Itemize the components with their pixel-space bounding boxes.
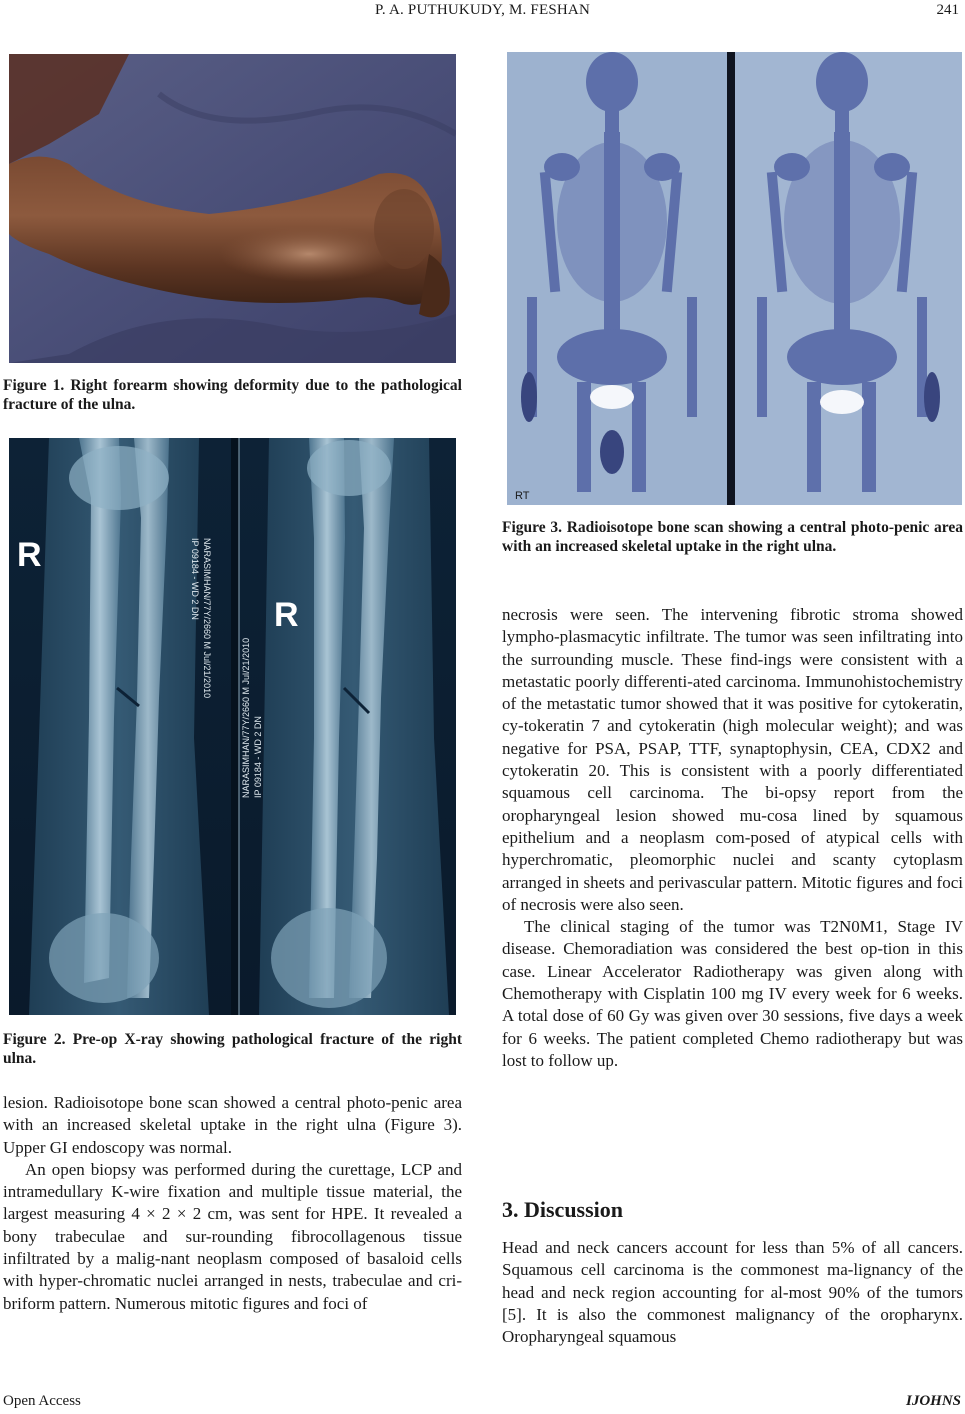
page-header xyxy=(0,0,965,26)
figure-2-xray xyxy=(9,438,456,1015)
figure-2-caption: Figure 2. Pre-op X-ray showing pathological fracture of the right ulna. xyxy=(3,1031,462,1067)
right-paragraph-2: The clinical staging of the tumor was T2N0M1, Stage IV disease. Chemoradiation was considered the best op-tion in this case. Linear Accelerator Radiotherapy was given along with Chemotherapy with Cisplatin 100 mg IV every week for 6 weeks. A total dose of 60 Gy was given over 30 sessions, five days a week for 6 weeks. The patient completed Chemo radiotherapy but was lost to follow up. xyxy=(502,917,963,1070)
xray-label-left-1: NARASIMHAN/77Y/2660 M Jul/21/2010 xyxy=(202,538,212,699)
discussion-text xyxy=(502,1237,963,1348)
xray-marker-left: R xyxy=(17,536,42,574)
bone-scan-illustration xyxy=(507,52,962,505)
open-access-label: Open Access xyxy=(3,1393,81,1409)
xray-marker-right: R xyxy=(274,596,299,634)
journal-name: IJOHNS xyxy=(905,1393,961,1409)
page-number: 241 xyxy=(936,2,959,18)
left-paragraph-2: An open biopsy was performed during the curettage, LCP and intramedullary K-wire fixation and multiple tissue material, the largest measuring 4 × 2 × 2 cm, was sent for HPE. It revealed a bony trabeculae and sur-rounding fibrocollagenous tissue infiltrated by a malig-nant neoplasm composed of basaloid cells with hyper-chromatic nuclei arranged in nests, trabeculae and cri-briform pattern. Numerous mitotic figures and foci of xyxy=(3,1159,462,1313)
figure-3-caption: Figure 3. Radioisotope bone scan showing a central photo-penic area with an increased skeletal uptake in the right ulna. xyxy=(502,519,963,555)
forearm-photo-illustration xyxy=(9,54,456,363)
figure-1-photo xyxy=(9,54,456,363)
section-heading-discussion: 3. Discussion xyxy=(502,1197,624,1222)
figure-3-bone-scan xyxy=(507,52,962,505)
discussion-paragraph: Head and neck cancers account for less than 5% of all cancers. Squamous cell carcinoma is the commonest ma-lignancy of the head and neck region accounting for al-most 90% of the tumors [5]. It is also the commonest malignancy of the oropharynx. Oropharyngeal squamous xyxy=(502,1238,963,1347)
xray-label-right-1: NARASIMHAN/77Y/2660 M Jul/21/2010 xyxy=(241,637,251,798)
left-paragraph-1: lesion. Radioisotope bone scan showed a central photo-penic area with an increased skeletal uptake in the right ulna (Figure 3). Upper GI endoscopy was normal. xyxy=(3,1093,462,1157)
xray-illustration xyxy=(9,438,456,1015)
running-title: P. A. PUTHUKUDY, M. FESHAN xyxy=(375,2,590,18)
left-column-text xyxy=(3,1092,462,1315)
xray-label-right-2: IP 09184 - WD 2 DN xyxy=(253,716,263,798)
page-footer xyxy=(0,1393,965,1413)
figure-1-caption: Figure 1. Right forearm showing deformity due to the pathological fracture of the ulna. xyxy=(3,377,462,413)
right-column-text xyxy=(502,604,963,1072)
bone-scan-marker: RT xyxy=(515,490,530,502)
xray-label-left-2: IP 09184 - WD 2 DN xyxy=(190,538,200,620)
right-paragraph-1: necrosis were seen. The intervening fibrotic stroma showed lympho-plasmacytic infiltrate. The tumor was seen infiltrating into the surrounding muscle. These find-ings were consistent with a metastatic poorly differenti-ated carcinoma. Immunohistochemistry of the metastatic tumor showed that it was positive for cytokeratin, cy-tokeratin 7 and cytokeratin (high molecular weight); and was negative for PSA, PSAP, TTF, synaptophysin, CEA, CDX2 and cytokeratin 20. This is consistent with a poorly differentiated squamous cell carcinoma. The bi-opsy report from the oropharyngeal lesion showed mu-cosa lined by squamous epithelium and a neoplasm com-posed of atypical cells with hyperchromatic, pleomorphic nuclei and scanty cytoplasm arranged in sheets and perivascular pattern. Mitotic figures and foci of necrosis were also seen. xyxy=(502,605,963,914)
